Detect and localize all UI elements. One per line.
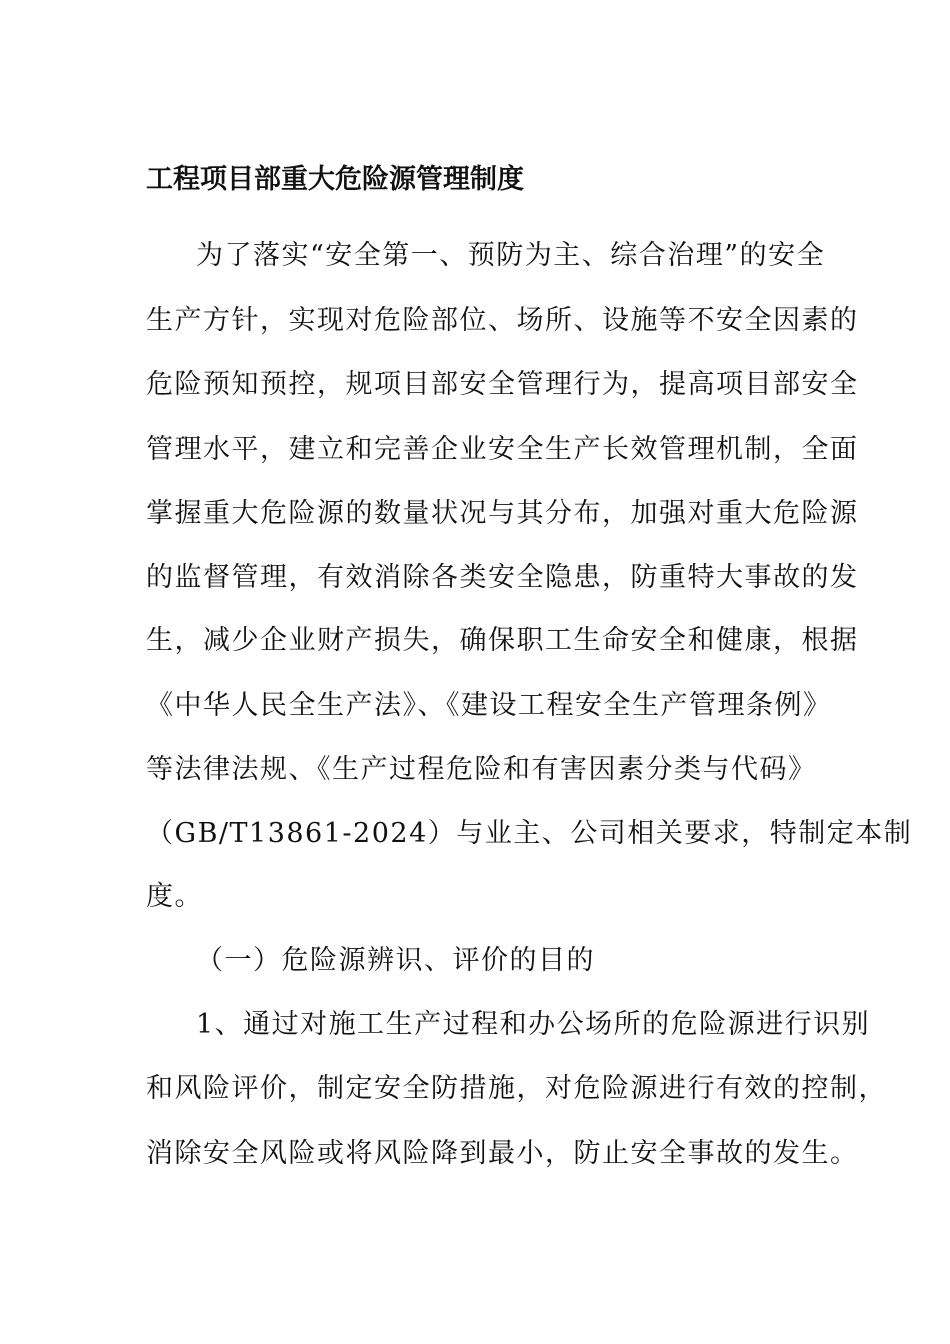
intro-line-9: 等法律法规、《生产过程危险和有害因素分类与代码》 — [146, 754, 817, 785]
document-title: 工程项目部重大危险源管理制度 — [146, 164, 524, 195]
intro-line-4: 管理水平，建立和完善企业安全生产长效管理机制，全面 — [146, 434, 859, 465]
intro-line-8: 《中华人民全生产法》、《建设工程安全生产管理条例》 — [146, 690, 832, 721]
intro-line-7: 生，减少企业财产损失，确保职工生命安全和健康，根据 — [146, 625, 859, 656]
item1-line-3: 消除安全风险或将风险降到最小，防止安全事故的发生。 — [146, 1138, 859, 1169]
intro-line-10: （GB/T13861-2024）与业主、公司相关要求，特制定本制 — [146, 818, 913, 849]
intro-line-6: 的监督管理，有效消除各类安全隐患，防重特大事故的发 — [146, 562, 859, 593]
intro-line-11: 度。 — [146, 881, 203, 912]
item1-line-2: 和风险评价，制定安全防措施，对危险源进行有效的控制， — [146, 1073, 887, 1104]
intro-line-5: 掌握重大危险源的数量状况与其分布，加强对重大危险源 — [146, 498, 859, 529]
intro-line-2: 生产方针，实现对危险部位、场所、设施等不安全因素的 — [146, 305, 859, 336]
intro-line-3: 危险预知预控，规项目部安全管理行为，提高项目部安全 — [146, 369, 859, 400]
item1-line-1: 1、通过对施工生产过程和办公场所的危险源进行识别 — [196, 1009, 871, 1040]
section-heading: （一）危险源辨识、评价的目的 — [196, 945, 595, 976]
intro-line-1: 为了落实“安全第一、预防为主、综合治理”的安全 — [196, 240, 826, 271]
